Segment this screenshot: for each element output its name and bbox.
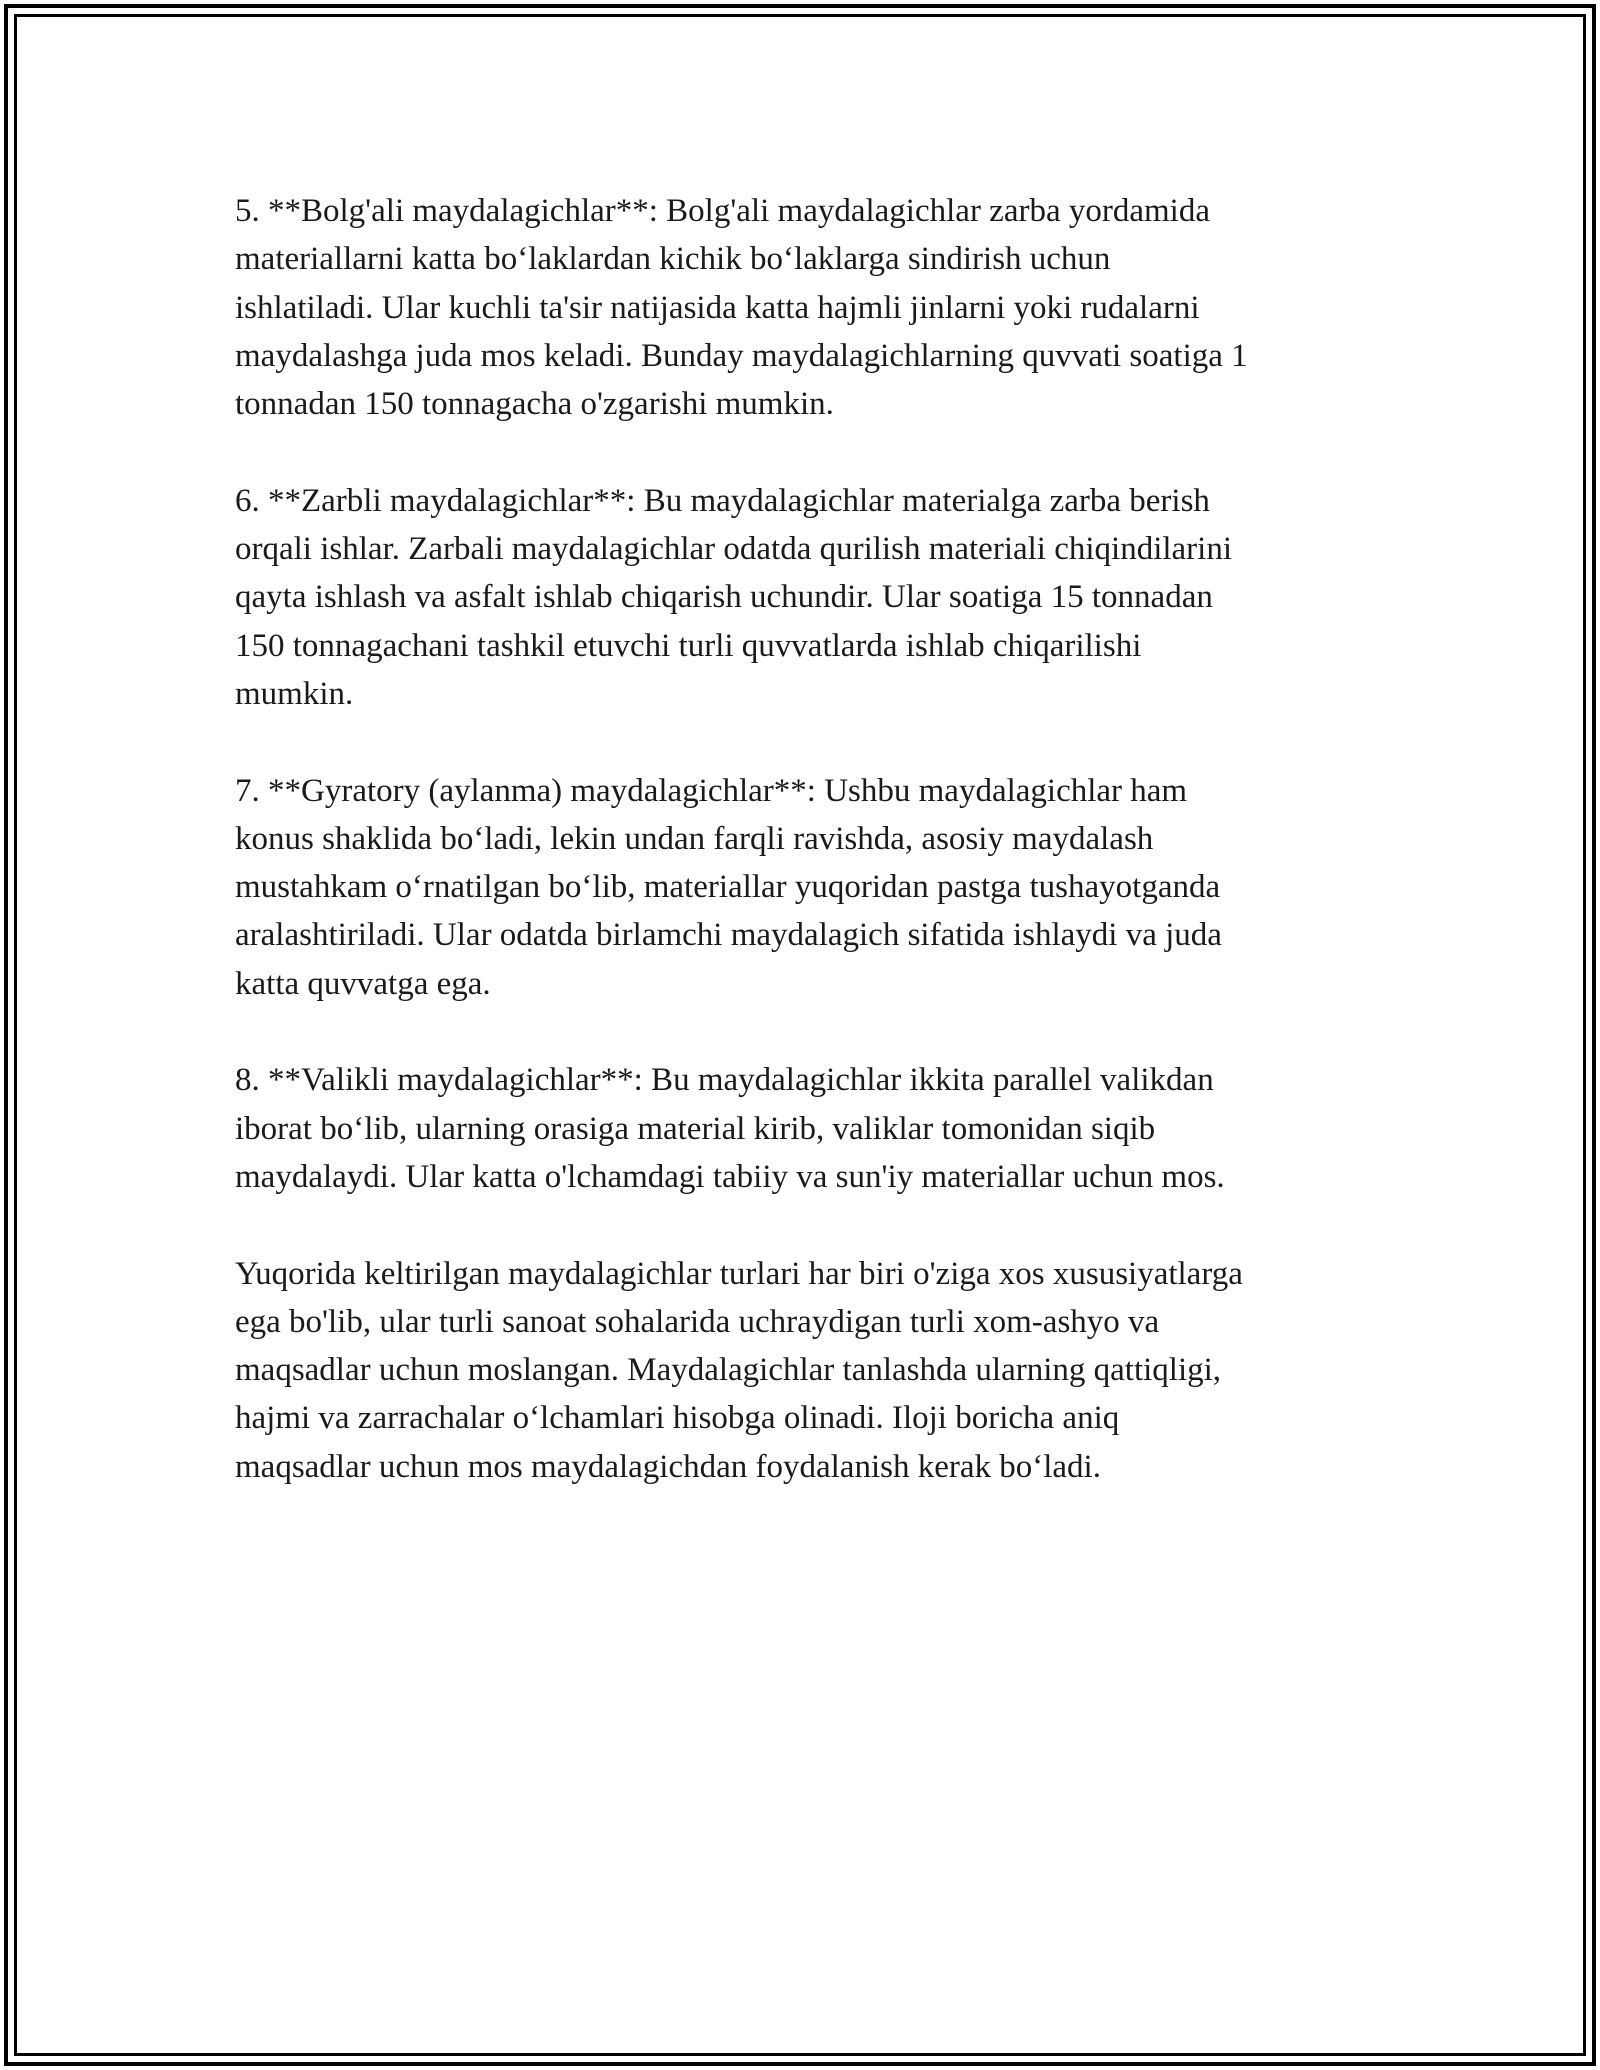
- text-line: 8. **Valikli maydalagichlar**: Bu maydalagichlar ikkita parallel valikdan: [235, 1062, 1214, 1099]
- paragraph-impact-crushers: [235, 477, 1365, 718]
- text-line: Yuqorida keltirilgan maydalagichlar turlari har biri o'ziga xos xususiyatlarga: [235, 1255, 1243, 1292]
- text-line: 150 tonnagachani tashkil etuvchi turli quvvatlarda ishlab chiqarilishi: [235, 627, 1142, 664]
- text-line: tonnadan 150 tonnagacha o'zgarishi mumkin.: [235, 386, 834, 423]
- text-line: aralashtiriladi. Ular odatda birlamchi maydalagich sifatida ishlaydi va juda: [235, 917, 1222, 954]
- text-line: katta quvvatga ega.: [235, 965, 491, 1002]
- text-line: orqali ishlar. Zarbali maydalagichlar odatda qurilish materiali chiqindilarini: [235, 531, 1233, 568]
- text-line: hajmi va zarrachalar o‘lchamlari hisobga olinadi. Iloji boricha aniq: [235, 1400, 1120, 1437]
- text-line: 7. **Gyratory (aylanma) maydalagichlar**: Ushbu maydalagichlar ham: [235, 772, 1188, 809]
- paragraph-hammer-crushers: [235, 187, 1365, 428]
- text-line: ishlatiladi. Ular kuchli ta'sir natijasida katta hajmli jinlarni yoki rudalarni: [235, 289, 1200, 326]
- text-line: qayta ishlash va asfalt ishlab chiqarish uchundir. Ular soatiga 15 tonnadan: [235, 579, 1213, 616]
- text-line: iborat bo‘lib, ularning orasiga material kirib, valiklar tomonidan siqib: [235, 1110, 1156, 1147]
- text-line: maqsadlar uchun moslangan. Maydalagichlar tanlashda ularning qattiqligi,: [235, 1352, 1222, 1389]
- paragraph-gyratory-crushers: [235, 767, 1365, 1008]
- text-line: ega bo'lib, ular turli sanoat sohalarida uchraydigan turli xom-ashyo va: [235, 1303, 1160, 1340]
- text-line: konus shaklida bo‘ladi, lekin undan farqli ravishda, asosiy maydalash: [235, 820, 1154, 857]
- text-line: mumkin.: [235, 675, 354, 712]
- text-line: maydalashga juda mos keladi. Bunday maydalagichlarning quvvati soatiga 1: [235, 337, 1248, 374]
- paragraph-conclusion: [235, 1250, 1365, 1491]
- paragraph-roll-crushers: [235, 1056, 1365, 1201]
- document-body: [235, 187, 1365, 1539]
- text-line: maydalaydi. Ular katta o'lchamdagi tabiiy va sun'iy materiallar uchun mos.: [235, 1158, 1225, 1195]
- text-line: 6. **Zarbli maydalagichlar**: Bu maydalagichlar materialga zarba berish: [235, 482, 1210, 519]
- text-line: materiallarni katta bo‘laklardan kichik bo‘laklarga sindirish uchun: [235, 241, 1111, 278]
- text-line: maqsadlar uchun mos maydalagichdan foydalanish kerak bo‘ladi.: [235, 1448, 1101, 1485]
- text-line: 5. **Bolg'ali maydalagichlar**: Bolg'ali maydalagichlar zarba yordamida: [235, 193, 1210, 229]
- text-line: mustahkam o‘rnatilgan bo‘lib, materiallar yuqoridan pastga tushayotganda: [235, 869, 1221, 906]
